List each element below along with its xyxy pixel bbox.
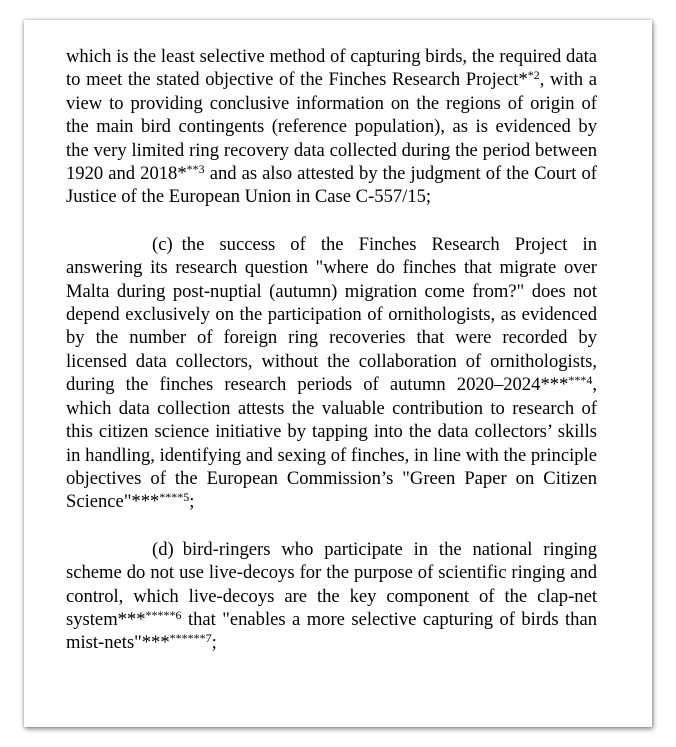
document-body: [66, 45, 597, 679]
footnote-ref-6[interactable]: *****6: [145, 607, 182, 622]
footnote-ref-3[interactable]: **3: [186, 162, 205, 177]
paragraph-text: and as also attested by the judgment of the Court of Justice of the European Union in Case C-557/15;: [66, 163, 597, 208]
document-page: [24, 20, 652, 727]
paragraph-text: ;: [211, 632, 217, 654]
footnote-ref-7[interactable]: ******7: [169, 631, 212, 646]
paragraph-text: , with a view to providing conclusive information on the regions of origin of the main bird contingents (reference population), as is evidenced by the very limited ring recovery data collected during the period between 1920 and 2018*: [66, 69, 597, 185]
paragraph-text: that "enables a more selective capturing of birds than mist-nets"***: [66, 608, 597, 654]
paragraph-c: [66, 233, 597, 514]
paragraph-text: ;: [189, 491, 195, 513]
footnote-ref-5[interactable]: ****5: [159, 490, 190, 505]
paragraph-text: the success of the Finches Research Project in answering its research question "where do finches that migrate over Malta during post-nuptial (autumn) migration come from?" does not depend exclusively on the participation of ornithologists, as evidenced by the number of foreign ring recoveries that were recorded by licensed data collectors, without the collaboration of ornithologists, during the finches research periods of autumn 2020–2024***: [66, 233, 597, 396]
paragraph-text: , which data collection attests the valuable contribution to research of this citizen science initiative by tapping into the data collectors’ skills in handling, identifying and sexing of finches, in line with the principle objectives of the European Commission’s "Green Paper on Citizen Science"***: [66, 374, 597, 513]
footnote-ref-2[interactable]: *2: [527, 68, 540, 83]
paragraph-text: which is the least selective method of capturing birds, the required data to meet the stated objective of the Finches Research Project*: [66, 46, 597, 91]
paragraph-label-d: (d): [152, 538, 174, 560]
footnote-ref-4[interactable]: ***4: [568, 373, 593, 388]
paragraph-d: [66, 538, 597, 655]
paragraph-b-continuation: [66, 45, 597, 209]
paragraph-label-c: (c): [152, 233, 173, 255]
paragraph-text: bird-ringers who participate in the national ringing scheme do not use live-decoys for the purpose of scientific ringing and control, which live-decoys are the key component of the clap-net system***: [66, 538, 597, 630]
